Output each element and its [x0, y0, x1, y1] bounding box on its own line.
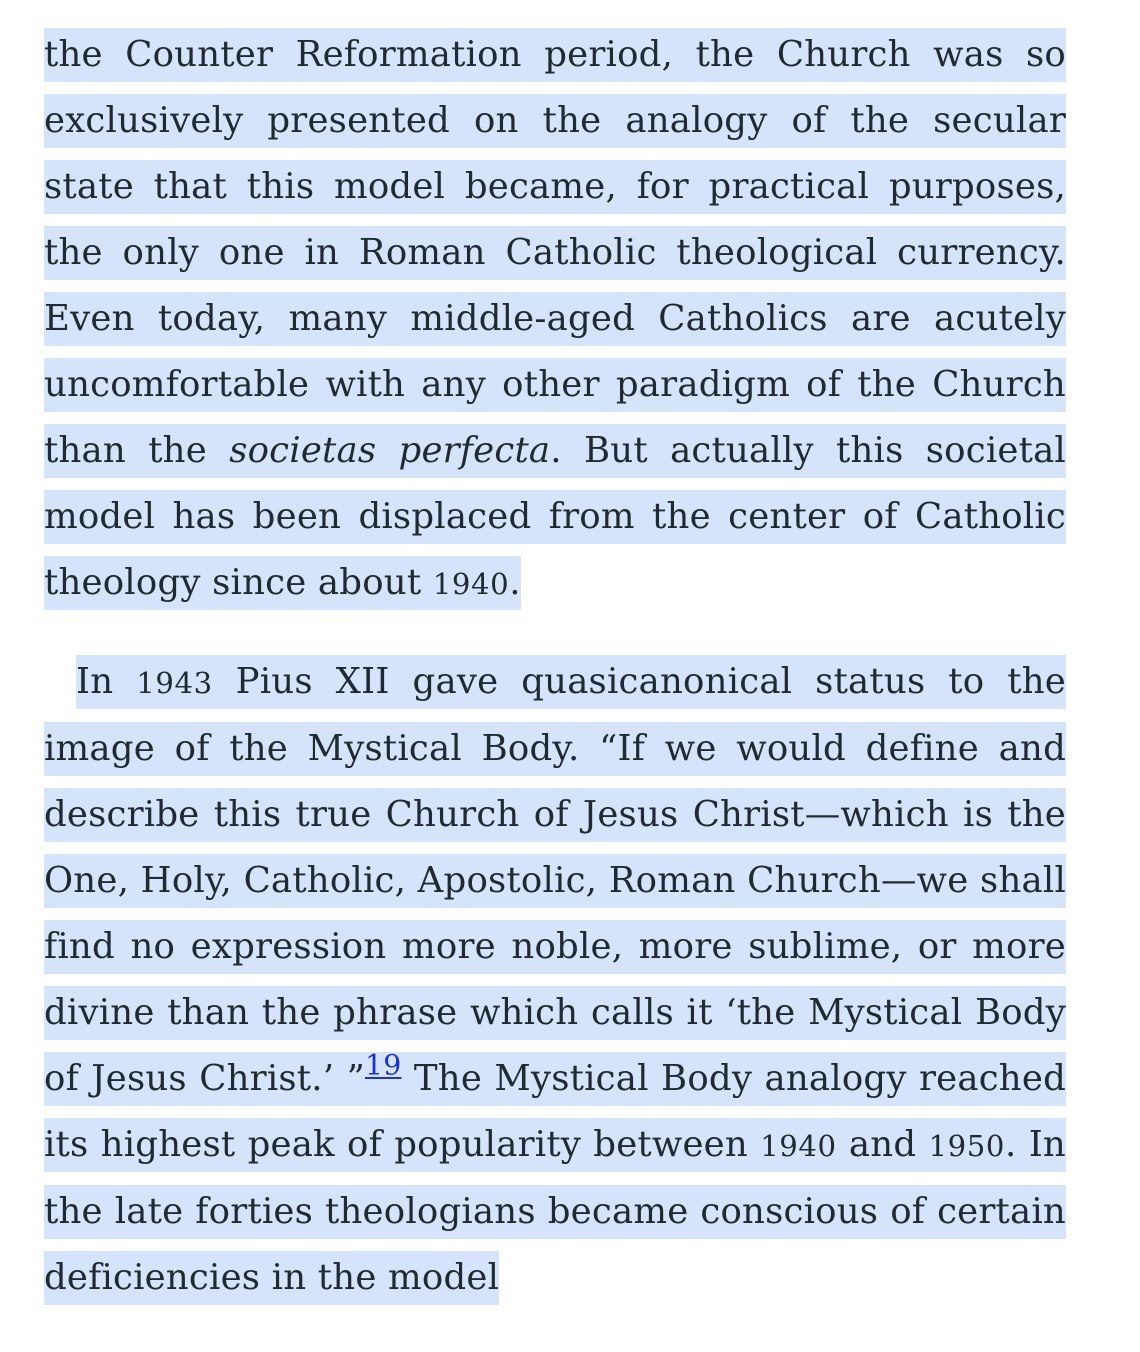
highlight-societal-model[interactable]	[44, 28, 1066, 610]
paragraph-text: the Counter Reformation period, the Church was so exclusively presented on the analogy of the secular state that this model became, for practical purposes, the only one in Roman Catholic theological currency. Even today, many middle-aged Catholics are acutely uncomfortable with any other paradigm of the Church than the	[44, 34, 1066, 471]
footnote-link[interactable]: 19	[364, 1048, 402, 1082]
paragraph-text: and	[836, 1124, 929, 1165]
paragraph-text: In	[76, 661, 137, 702]
paragraph-societal-model	[44, 22, 1066, 617]
paragraph-text: . In the late forties theologians became conscious of certain deficiencies in the model	[44, 1124, 1066, 1298]
year-numeral: 1940	[760, 1129, 837, 1163]
italic-term: societas perfecta	[229, 430, 551, 471]
year-numeral: 1943	[136, 666, 213, 700]
year-numeral: 1950	[928, 1129, 1005, 1163]
paragraph-text: The Mystical Body analogy reached its highest peak of popularity between	[44, 1058, 1066, 1165]
paragraph-text: Pius XII gave quasicanonical status to the image of the Mystical Body. “If we would define and describe this true Church of Jesus Christ—which is the One, Holy, Catholic, Apostolic, Roman Church—we shall find no expression more noble, more sublime, or more divine than the phrase which calls it ‘the Mystical Body of Jesus Christ.’ ”	[44, 661, 1066, 1099]
reading-pane	[44, 22, 1066, 1311]
paragraph-text: . But actually this societal model has been displaced from the center of Catholic theology since about	[44, 430, 1066, 603]
paragraph-mystical-body	[44, 649, 1066, 1311]
paragraph-text: .	[509, 562, 521, 603]
highlight-mystical-body[interactable]	[44, 655, 1066, 1305]
year-numeral: 1940	[432, 567, 510, 601]
